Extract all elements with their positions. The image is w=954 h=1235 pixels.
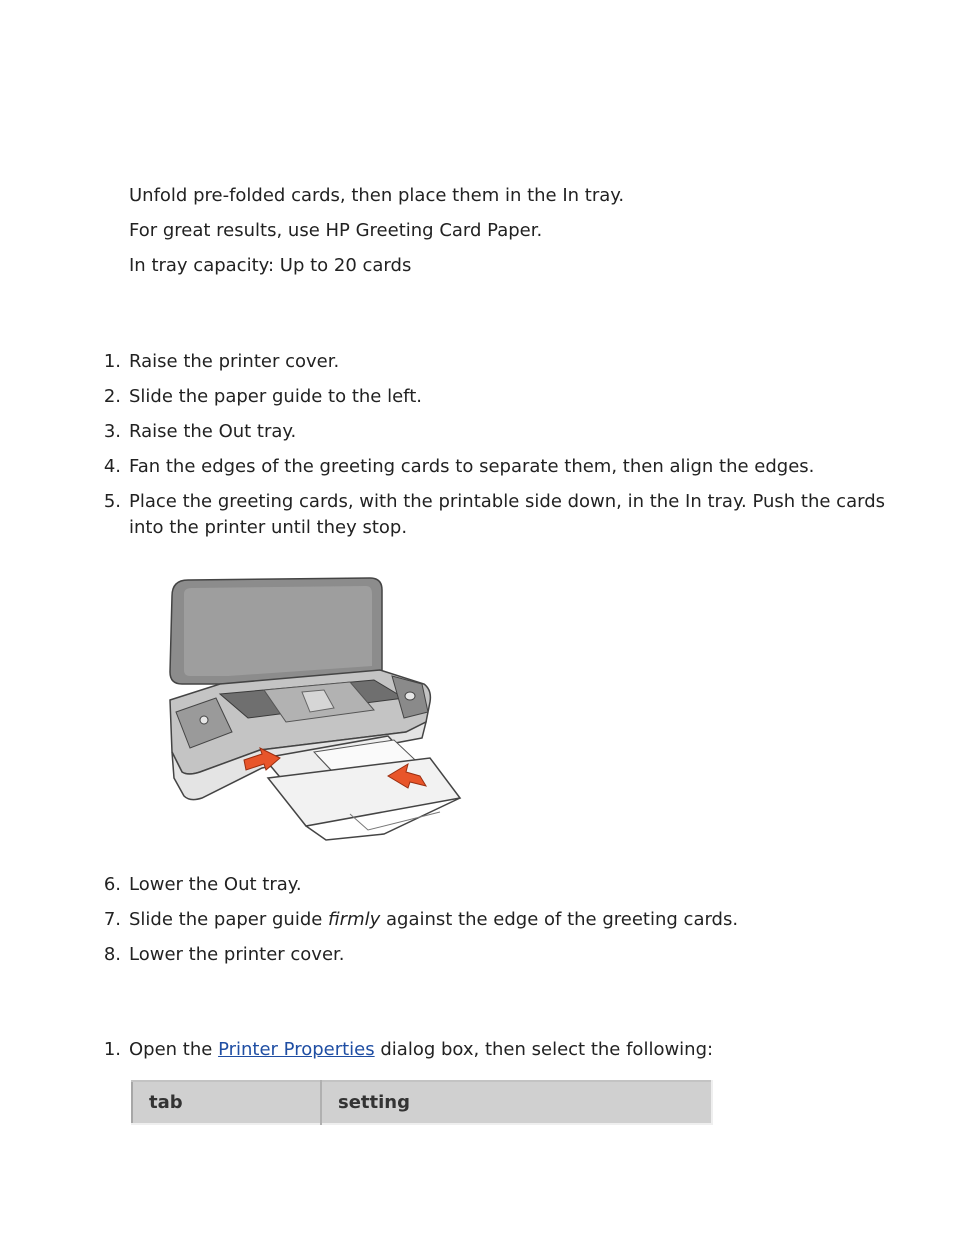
table-header-row — [132, 1081, 712, 1124]
list-item — [103, 1037, 889, 1063]
step-number: 8. — [103, 944, 121, 965]
list-item — [103, 872, 889, 898]
step-text: Raise the Out tray. — [129, 421, 297, 442]
step-text: Raise the printer cover. — [129, 351, 340, 372]
step-text-emphasis: firmly — [328, 909, 381, 930]
step-number: 2. — [103, 386, 121, 407]
printer-loading-cards-illustration — [160, 572, 470, 844]
list-item — [103, 349, 889, 375]
printer-properties-link[interactable]: Printer Properties — [218, 1039, 375, 1060]
step-text: Fan the edges of the greeting cards to separate them, then align the edges. — [129, 456, 815, 477]
list-item — [103, 454, 889, 480]
step-text-before: Open the — [129, 1039, 219, 1060]
step-number: 6. — [103, 874, 121, 895]
step-text — [129, 1037, 889, 1063]
note-unfold-cards: Unfold pre-folded cards, then place them in the In tray. — [129, 185, 625, 206]
step-number: 1. — [103, 351, 121, 372]
list-item — [103, 907, 889, 933]
step-number: 5. — [103, 491, 121, 512]
step-text: Slide the paper guide to the left. — [129, 386, 422, 407]
note-tray-capacity: In tray capacity: Up to 20 cards — [129, 255, 412, 276]
list-item — [103, 942, 889, 968]
step-text: Place the greeting cards, with the printable side down, in the In tray. Push the cards into the printer until they stop. — [129, 491, 885, 538]
step-number: 7. — [103, 909, 121, 930]
column-header-setting: setting — [338, 1092, 410, 1113]
settings-table — [131, 1080, 713, 1125]
step-number: 3. — [103, 421, 121, 442]
step-text-before: Slide the paper guide — [129, 909, 329, 930]
step-number: 4. — [103, 456, 121, 477]
step-text — [129, 907, 889, 933]
step-number: 1. — [103, 1039, 121, 1060]
step-text-after: dialog box, then select the following: — [374, 1039, 714, 1060]
column-header-tab: tab — [132, 1081, 321, 1124]
step-text: Lower the Out tray. — [129, 874, 302, 895]
list-item — [103, 384, 889, 410]
step-text: Lower the printer cover. — [129, 944, 345, 965]
note-hp-paper: For great results, use HP Greeting Card Paper. — [129, 220, 543, 241]
list-item — [103, 419, 889, 445]
step-text-after: against the edge of the greeting cards. — [380, 909, 739, 930]
list-item — [103, 489, 889, 541]
